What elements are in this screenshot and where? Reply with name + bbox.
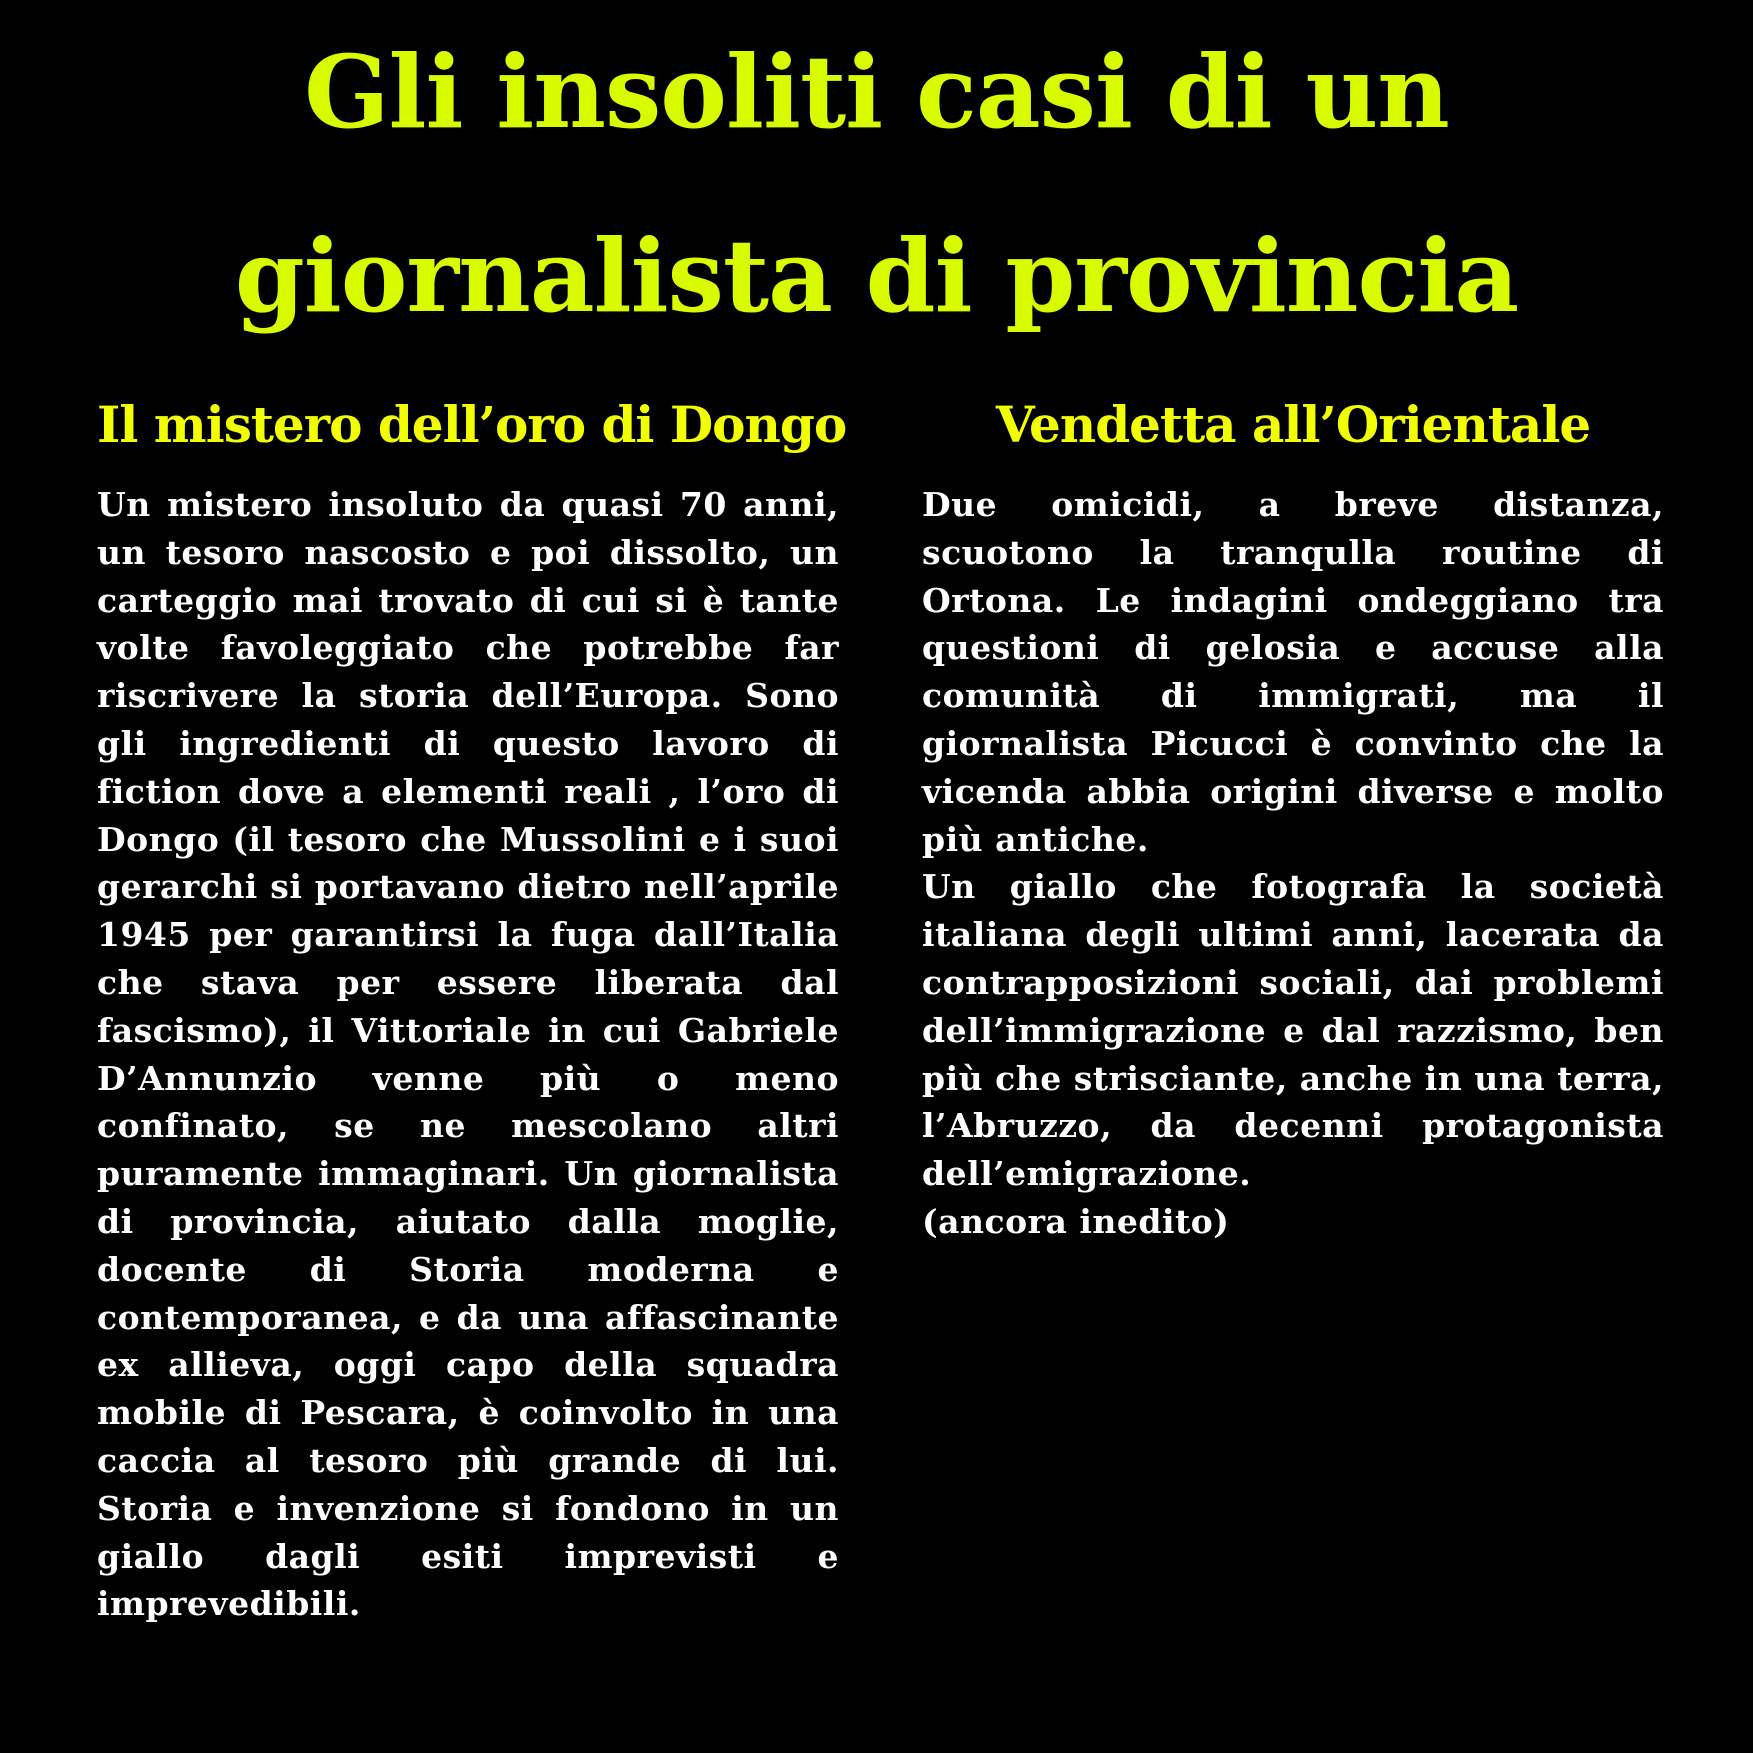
main-title-line-2: giornalista di provincia <box>234 217 1519 335</box>
story-paragraph: Due omicidi, a breve distanza, scuotono la tranqulla routine di Ortona. Le indagini ondeggiano tra questioni di gelosia e accuse alla comunità di immigrati, ma il giornalista Picucci è convinto che la vicenda abbia origini diverse e molto più antiche. <box>922 485 1664 859</box>
story-paragraph: Un mistero insoluto da quasi 70 anni, un tesoro nascosto e poi dissolto, un carteggio mai trovato di cui si è tante volte favoleggiato che potrebbe far riscrivere la storia dell’Europa. Sono gli ingredienti di questo lavoro di fiction dove a elementi reali , l’oro di Dongo (il tesoro che Mussolini e i suoi gerarchi si portavano dietro nell’aprile 1945 per garantirsi la fuga dall’Italia che stava per essere liberata dal fascismo), il Vittoriale in cui Gabriele D’Annunzio venne più o meno confinato, se ne mescolano altri puramente immaginari. Un giornalista di provincia, aiutato dalla moglie, docente di Storia moderna e contemporanea, e da una affascinante ex allieva, oggi capo della squadra mobile di Pescara, è coinvolto in una caccia al tesoro più grande di lui. Storia e invenzione si fondono in un giallo dagli esiti imprevisti e imprevedibili. <box>97 485 839 1624</box>
story-paragraph: Un giallo che fotografa la società italiana degli ultimi anni, lacerata da contrapposizioni sociali, dai problemi dell’immigrazione e dal razzismo, ben più che strisciante, anche in una terra, l’Abruzzo, da decenni protagonista dell’emigrazione. <box>922 867 1664 1194</box>
story-status-note: (ancora inedito) <box>922 1201 1230 1241</box>
story-title: Il mistero dell’oro di Dongo <box>97 395 847 454</box>
story-column-dongo <box>97 395 847 1628</box>
story-body <box>97 481 839 1628</box>
main-title-line-1: Gli insoliti casi di un <box>304 33 1449 151</box>
story-body <box>922 481 1664 1246</box>
story-column-vendetta <box>922 395 1664 1246</box>
story-title: Vendetta all’Orientale <box>995 395 1591 454</box>
